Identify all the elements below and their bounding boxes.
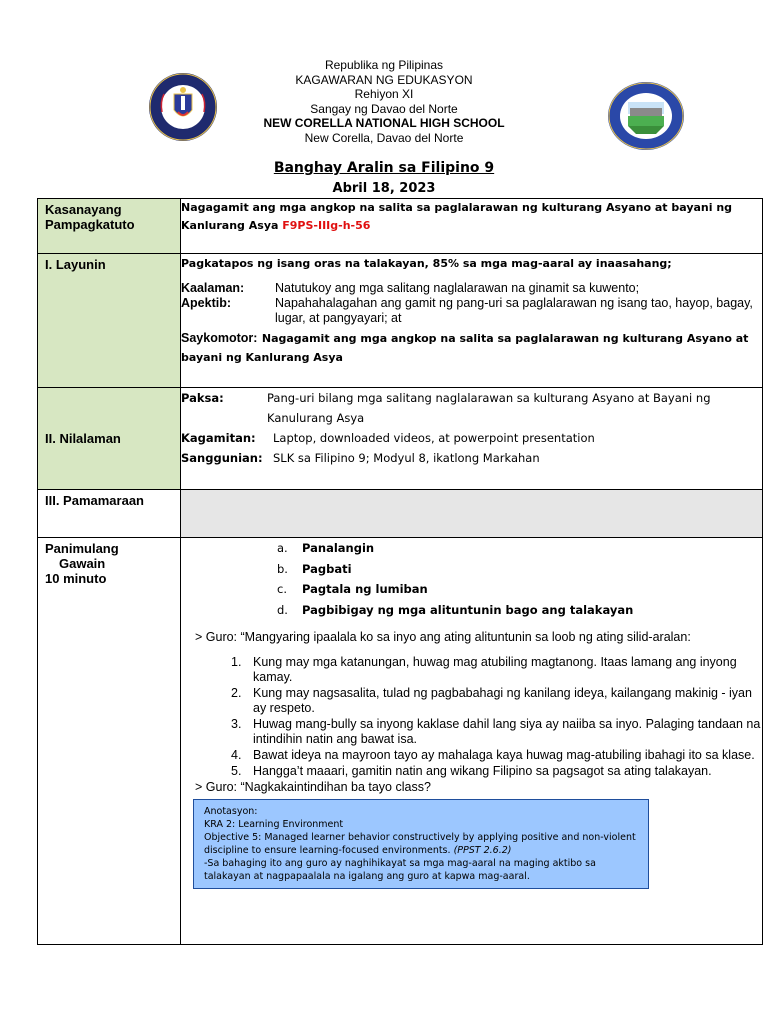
- kaalaman-row: Kaalaman: Natutukoy ang mga salitang naglalarawan na ginamit sa kuwento;: [181, 281, 640, 295]
- opening-steps: [181, 538, 762, 620]
- lesson-plan-table: [37, 198, 763, 945]
- division-line: Sangay ng Davao del Norte: [310, 101, 458, 116]
- layunin-cell: [181, 254, 763, 388]
- document-title: Banghay Aralin sa Filipino 9: [273, 160, 495, 176]
- annotation-title: Anotasyon:: [204, 806, 258, 817]
- panimula-label: Panimulang Gawain 10 minuto: [38, 538, 181, 945]
- layunin-intro: Pagkatapos ng isang oras na talakayan, 85% sa mga mag-aaral ay inaasahang;: [181, 257, 672, 270]
- list-item: 3. Huwag mang-bully sa inyong kaklase dahil lang siya ay naiiba sa inyo. Palaging tandaan na intindihin natin ang bawat isa.: [231, 717, 761, 746]
- nilalaman-label: II. Nilalaman: [38, 388, 181, 490]
- pamamaraan-label: III. Pamamaraan: [38, 490, 181, 538]
- list-item: a. Panalangin: [277, 541, 375, 555]
- list-item: 4. Bawat ideya na mayroon tayo ay mahalaga kaya huwag mag-atubiling ibahagi ito sa klase.: [231, 748, 755, 762]
- kasanayan-cell: [181, 199, 763, 254]
- annotation-note: -Sa bahaging ito ang guro ay naghihikayat sa mga mag-aaral na maging aktibo sa talakayan at nagpapaalala na igalang ang guro at kapwa mag-aaral.: [204, 858, 596, 882]
- school-seal-icon: [606, 80, 686, 152]
- school-name: NEW CORELLA NATIONAL HIGH SCHOOL: [263, 116, 505, 130]
- kagamitan-row: Kagamitan: Laptop, downloaded videos, at powerpoint presentation: [181, 431, 595, 445]
- kasanayan-row: [38, 199, 763, 254]
- layunin-label: I. Layunin: [38, 254, 181, 388]
- panimula-row: [38, 538, 763, 945]
- list-item: 1. Kung may mga katanungan, huwag mag atubiling magtanong. Itaas lamang ang inyong kamay.: [231, 655, 737, 684]
- pamamaraan-cell: [181, 490, 763, 538]
- region-line: Rehiyon XI: [354, 87, 414, 101]
- annotation-kra: KRA 2: Learning Environment: [204, 819, 344, 830]
- competency-code: F9PS-IIIg-h-56: [282, 219, 371, 232]
- kasanayan-text: Nagagamit ang mga angkop na salita sa paglalarawan ng kulturang Asyano at bayani ng Kanlurang Asya F9PS-IIIg-h-56: [181, 201, 733, 232]
- header-text-block: [234, 58, 534, 145]
- teacher-line-2: > Guro: “Nagkakaintindihan ba tayo class?: [195, 780, 431, 794]
- classroom-rules: [181, 655, 762, 779]
- pamamaraan-row: [38, 490, 763, 538]
- list-item: c. Pagtala ng lumiban: [277, 582, 428, 596]
- list-item: b. Pagbati: [277, 561, 352, 576]
- nilalaman-cell: [181, 388, 763, 490]
- saykomotor-row: Saykomotor: Nagagamit ang mga angkop na salita sa paglalarawan ng kulturang Asyano at bayani ng Kanlurang Asya: [181, 331, 749, 364]
- panimula-cell: [181, 538, 763, 945]
- republic-line: Republika ng Pilipinas: [324, 58, 444, 72]
- teacher-line-1: > Guro: “Mangyaring ipaalala ko sa inyo ang ating alituntunin sa loob ng ating silid-aralan:: [195, 630, 691, 644]
- annotation-box: [193, 799, 649, 889]
- deped-seal-icon: [148, 72, 218, 142]
- apektib-row: Apektib: Napahahalagahan ang gamit ng pang-uri sa paglalarawan ng isang tao, hayop, bagay, lugar, at pangyayari; at: [181, 296, 753, 325]
- list-item: 2. Kung may nagsasalita, tulad ng pagbabahagi ng kanilang ideya, kailangang makinig - iyan ay respeto.: [231, 686, 752, 715]
- annotation-objective: Objective 5: Managed learner behavior constructively by applying positive and non-violent discipline to ensure learning-focused environments. (PPST 2.6.2): [204, 832, 636, 856]
- nilalaman-row: [38, 388, 763, 490]
- department-line: KAGAWARAN NG EDUKASYON: [295, 72, 473, 87]
- paksa-row: Paksa: Pang-uri bilang mga salitang naglalarawan sa kulturang Asyano at Bayani ng Kanulurang Asya: [181, 391, 711, 425]
- document-date: Abril 18, 2023: [332, 181, 436, 196]
- list-item: d. Pagbibigay ng mga alituntunin bago ang talakayan: [277, 602, 634, 617]
- kasanayan-label: Kasanayang Pampagkatuto: [38, 199, 181, 254]
- layunin-row: [38, 254, 763, 388]
- list-item: 5. Hangga’t maaari, gamitin natin ang wikang Filipino sa pagsagot sa ating talakayan.: [231, 764, 712, 778]
- school-location: New Corella, Davao del Norte: [304, 130, 464, 145]
- sanggunian-row: Sanggunian: SLK sa Filipino 9; Modyul 8, ikatlong Markahan: [181, 451, 540, 465]
